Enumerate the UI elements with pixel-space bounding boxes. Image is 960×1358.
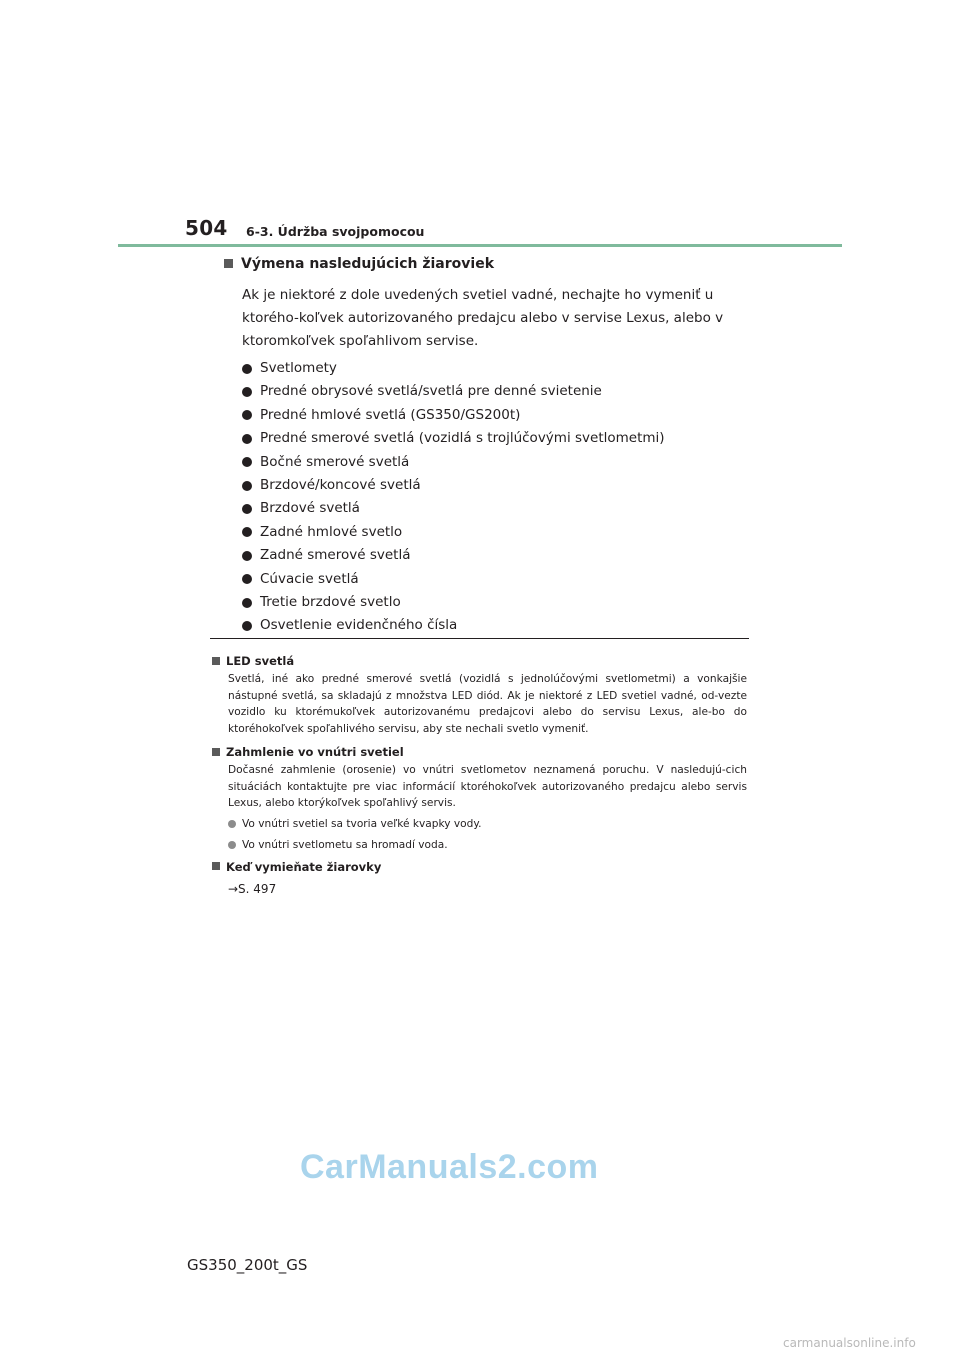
watermark-url: carmanualsonline.info [783, 1336, 916, 1350]
list-item: Vo vnútri svetiel sa tvoria veľké kvapky vody. [228, 816, 747, 833]
square-bullet-icon [212, 748, 220, 756]
section-divider [210, 638, 749, 639]
note-heading-replace: Keď vymieňate žiarovky [212, 858, 747, 876]
bullet-dot-icon [242, 504, 252, 514]
bullet-dot-icon [242, 387, 252, 397]
list-item: Predné obrysové svetlá/svetlá pre denné svietenie [242, 380, 754, 403]
watermark-logo: CarManuals2.com [300, 1148, 599, 1186]
list-item: Predné hmlové svetlá (GS350/GS200t) [242, 404, 754, 427]
bullet-dot-icon [242, 410, 252, 420]
list-item: Zadné hmlové svetlo [242, 521, 754, 544]
note-heading-fog: Zahmlenie vo vnútri svetiel [212, 743, 747, 761]
page-number: 504 [185, 216, 228, 240]
list-item: Tretie brzdové svetlo [242, 591, 754, 614]
square-bullet-icon [212, 657, 220, 665]
main-heading: Výmena nasledujúcich žiaroviek [224, 256, 754, 278]
list-item: Brzdové svetlá [242, 497, 754, 520]
list-item: Vo vnútri svetlometu sa hromadí voda. [228, 837, 747, 854]
bullet-dot-icon [242, 481, 252, 491]
bullet-dot-icon [242, 527, 252, 537]
list-item: Osvetlenie evidenčného čísla [242, 614, 754, 637]
list-item: Svetlomety [242, 357, 754, 380]
bullet-dot-icon [242, 621, 252, 631]
bullet-dot-icon [242, 598, 252, 608]
square-bullet-icon [224, 259, 233, 268]
list-item: Bočné smerové svetlá [242, 451, 754, 474]
list-item: Predné smerové svetlá (vozidlá s trojlúčovými svetlometmi) [242, 427, 754, 450]
bullet-dot-icon [242, 457, 252, 467]
list-item: Cúvacie svetlá [242, 568, 754, 591]
main-content [224, 256, 754, 638]
bullet-dot-icon [242, 364, 252, 374]
page-header [0, 212, 960, 252]
note-heading-led: LED svetlá [212, 652, 747, 670]
note-text-fog: Dočasné zahmlenie (orosenie) vo vnútri svetlometov neznamená poruchu. V nasledujú-cich situáciách kontaktujte pre viac informácií ktoréhokoľvek autorizovaného predajcu alebo servis Lexus, alebo ktorýkoľvek spoľahlivý servis. [228, 764, 747, 809]
bullet-dot-icon [228, 841, 236, 849]
footer-model: GS350_200t_GS [187, 1256, 308, 1274]
main-paragraph: Ak je niektoré z dole uvedených svetiel vadné, nechajte ho vymeniť u ktorého-koľvek autorizovaného predajcu alebo v servise Lexus, alebo v ktoromkoľvek spoľahlivom servise. [242, 287, 724, 349]
square-bullet-icon [212, 862, 220, 870]
bulb-list [242, 357, 754, 638]
section-title: 6-3. Údržba svojpomocou [246, 224, 425, 239]
bullet-dot-icon [242, 434, 252, 444]
bullet-dot-icon [242, 574, 252, 584]
note-text-led: Svetlá, iné ako predné smerové svetlá (vozidlá s jednolúčovými svetlometmi) a vonkajšie nástupné svetlá, sa skladajú z množstva LED diód. Ak je niektoré z LED svetiel vadné, od-vezte vozidlo ku ktorémukoľvek autorizovanému predajcovi alebo do servisu Lexus, ale-bo do ktoréhokoľvek spoľahlivého servisu, aby ste nechali svetlo vymeniť. [228, 673, 747, 735]
list-item: Brzdové/koncové svetlá [242, 474, 754, 497]
list-item: Zadné smerové svetlá [242, 544, 754, 567]
page-reference-link[interactable]: →S. 497 [228, 881, 277, 896]
bullet-dot-icon [242, 551, 252, 561]
bullet-dot-icon [228, 820, 236, 828]
header-rule [118, 244, 842, 247]
notes-section [212, 650, 747, 898]
